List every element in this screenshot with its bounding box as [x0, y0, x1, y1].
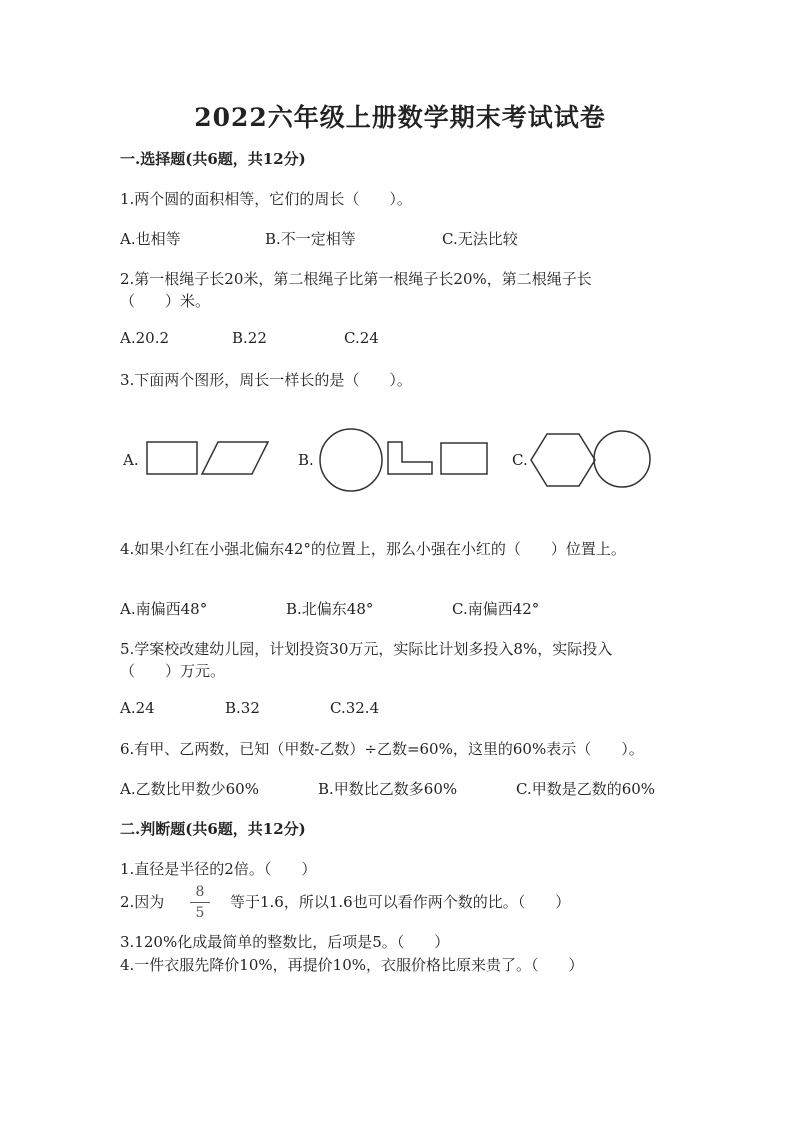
question-3-option-c: C. [512, 451, 528, 469]
section-heading-choice: 一.选择题(共6题，共12分) [120, 150, 306, 168]
question-6-option-a: A.乙数比甲数少60% [120, 780, 259, 798]
fraction-bar [190, 902, 210, 903]
question-2-option-b: B.22 [232, 329, 267, 347]
question-2-line-1: 2.第一根绳子长20米，第二根绳子比第一根绳子长20%，第二根绳子长 [120, 270, 592, 288]
fraction-numerator: 8 [195, 884, 205, 900]
question-1-option-a: A.也相等 [120, 230, 181, 248]
question-5-option-a: A.24 [120, 699, 155, 717]
page-title: 2022六年级上册数学期末考试试卷 [194, 103, 606, 132]
judgement-3: 3.120%化成最简单的整数比，后项是5。（ ） [120, 933, 450, 951]
question-5-line-1: 5.学案校改建幼儿园，计划投资30万元，实际比计划多投入8%，实际投入 [120, 640, 613, 658]
figure-a-rectangle [147, 442, 197, 474]
question-3-option-b: B. [298, 451, 314, 469]
question-6-option-c: C.甲数是乙数的60% [516, 780, 656, 798]
figure-a-parallelogram [202, 442, 268, 474]
section-heading-judgement: 二.判断题(共6题，共12分) [120, 820, 306, 838]
fraction-8-over-5 [190, 884, 210, 921]
question-3-text: 3.下面两个图形，周长一样长的是（ ）。 [120, 371, 412, 389]
question-3-option-a: A. [123, 451, 139, 469]
question-2-option-a: A.20.2 [120, 329, 169, 347]
question-1-option-b: B.不一定相等 [265, 230, 356, 248]
question-4-option-c: C.南偏西42° [452, 600, 540, 618]
figure-c-hexagon [531, 434, 595, 486]
figure-b-circle [320, 429, 382, 491]
question-1-option-c: C.无法比较 [442, 230, 518, 248]
judgement-2-suffix: 等于1.6，所以1.6也可以看作两个数的比。（ ） [230, 893, 571, 911]
question-6-text: 6.有甲、乙两数，已知（甲数-乙数）÷乙数=60%，这里的60%表示（ ）。 [120, 740, 644, 758]
question-3-figures [0, 420, 800, 500]
question-2-line-2: （ ）米。 [120, 292, 211, 310]
question-6-option-b: B.甲数比乙数多60% [318, 780, 458, 798]
judgement-2-prefix: 2.因为 [120, 893, 165, 911]
fraction-denominator: 5 [195, 905, 205, 921]
question-5-option-b: B.32 [225, 699, 260, 717]
question-2-option-c: C.24 [344, 329, 379, 347]
figure-b-rectangle [441, 443, 487, 474]
figure-b-l-shape [388, 442, 432, 474]
question-5-line-2: （ ）万元。 [120, 662, 226, 680]
question-4-text: 4.如果小红在小强北偏东42°的位置上，那么小强在小红的（ ）位置上。 [120, 540, 626, 558]
judgement-4: 4.一件衣服先降价10%，再提价10%，衣服价格比原来贵了。（ ） [120, 956, 584, 974]
question-4-option-b: B.北偏东48° [286, 600, 374, 618]
figure-c-circle [594, 431, 650, 487]
question-1-text: 1.两个圆的面积相等，它们的周长（ ）。 [120, 190, 412, 208]
judgement-1: 1.直径是半径的2倍。（ ） [120, 860, 317, 878]
question-5-option-c: C.32.4 [330, 699, 380, 717]
question-4-option-a: A.南偏西48° [120, 600, 208, 618]
